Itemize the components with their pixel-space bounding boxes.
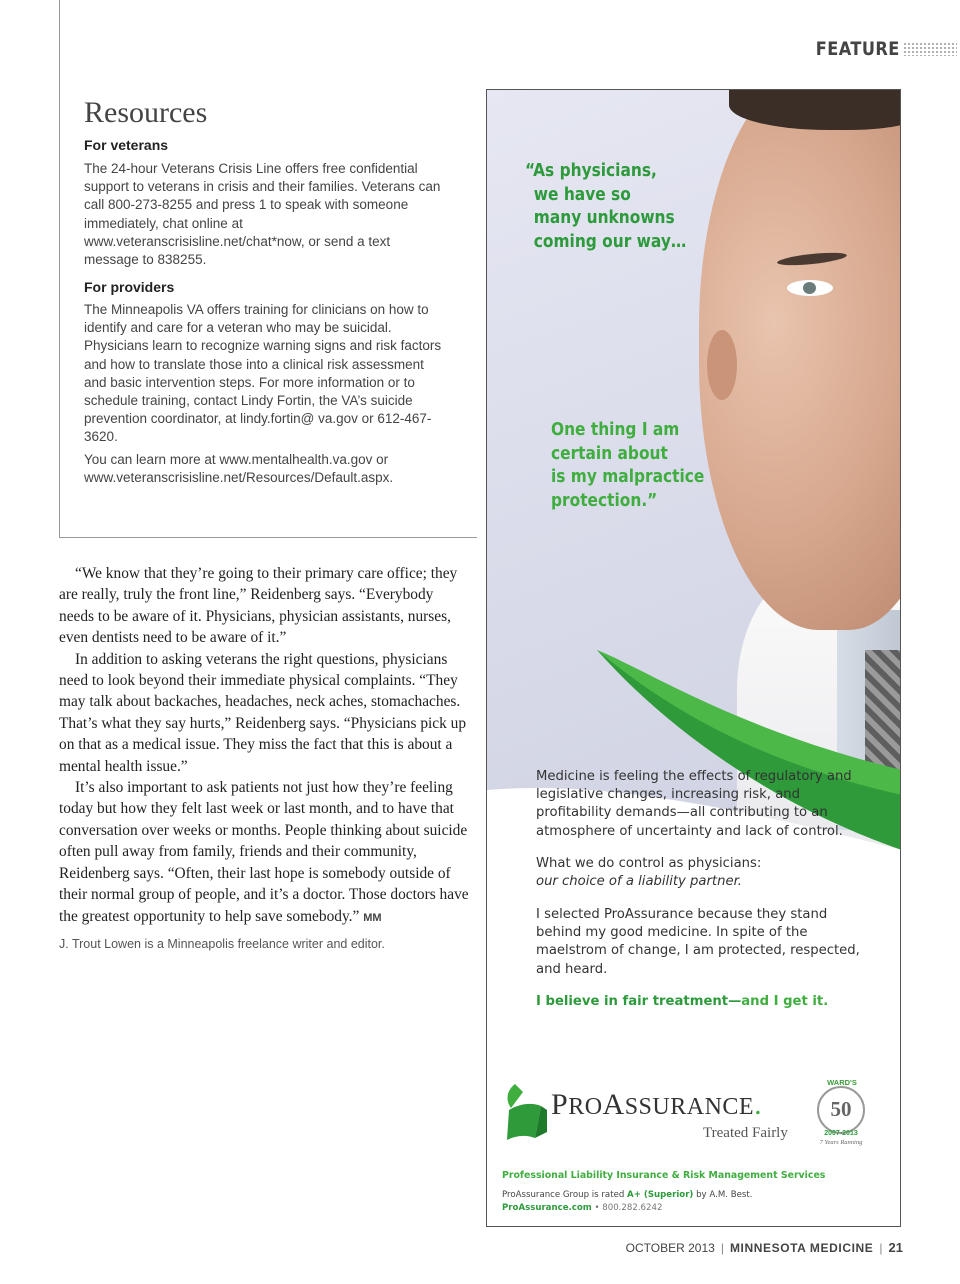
ad-rating-line: ProAssurance Group is rated A+ (Superior) by A.M. Best. [502,1190,753,1200]
award-years: 2007-2013 [824,1130,858,1137]
article-paragraph: “We know that they’re going to their primary care office; they are really, truly the front line,” Reidenberg says. “Everybody needs to be aware of it. Physicians, physician assistants, nurses, even dentists need to be aware of it.” [59,565,458,647]
resources-title: Resources [84,96,208,129]
decorative-dot-pattern [903,42,957,56]
end-mark: MM [363,911,382,924]
ad-body-paragraph-3: I selected ProAssurance because they stand behind my good medicine. In spite of the maelstrom of change, I am protected, respected, and heard. [536,907,860,977]
proassurance-ad [486,89,901,1227]
logo-tagline: Treated Fairly [703,1125,788,1141]
ad-quote-top: “As physicians, we have so many unknowns coming our way… [525,161,687,252]
page-footer: OCTOBER 2013 | MINNESOTA MEDICINE | 21 [625,1240,903,1255]
ad-tagline: I believe in fair treatment—and I get it. [536,994,829,1009]
ad-website-link[interactable]: ProAssurance.com [502,1203,592,1213]
veterans-text: The 24-hour Veterans Crisis Line offers free confidential support to veterans in crisis and their families. Veterans can call 800-273-8255 and press 1 to speak with someone immediately, chat online at www.veteranscrisisline.net/chat*now, or send a text message to 838255. [84,161,441,268]
ad-quote-bottom: One thing I am certain about is my malpractice protection.” [551,420,705,511]
magazine-name: MINNESOTA MEDICINE [729,1241,874,1255]
ear [707,330,737,400]
article-body [59,563,471,929]
author-byline: J. Trout Lowen is a Minneapolis freelance writer and editor. [59,937,385,951]
wards-50-award-seal: 50 [817,1086,865,1134]
ad-services-line: Professional Liability Insurance & Risk Management Services [502,1170,826,1181]
providers-heading: For providers [84,279,175,295]
ad-contact-line: ProAssurance.com • 800.282.6242 [502,1203,663,1213]
providers-text: The Minneapolis VA offers training for clinicians on how to identify and care for a veteran who may be suicidal. Physicians learn to recognize warning signs and risk factors and how to translate those into a clinical risk assessment and basic intervention steps. For more information or to schedule training, contact Lindy Fortin, the VA’s suicide prevention coordinator, at lindy.fortin@ va.gov or 612-467-3620. [84,302,442,445]
page-number: 21 [888,1240,903,1255]
ad-body-paragraph-1: Medicine is feeling the effects of regulatory and legislative changes, increasing risk, and profitability demands—all contributing to an atmosphere of uncertainty and lack of control. [536,769,852,839]
ad-body-paragraph-2: What we do control as physicians: our choice of a liability partner. [536,856,762,890]
issue-date: OCTOBER 2013 [625,1241,715,1255]
eye [787,280,833,296]
proassurance-logo-text: PROASSURANCE. [551,1088,763,1121]
veterans-heading: For veterans [84,137,169,153]
proassurance-logo-icon [501,1080,549,1142]
award-label: WARD'S [827,1078,857,1087]
article-paragraph: In addition to asking veterans the right questions, physicians need to look beyond their immediate physical complaints. “They may talk about backaches, headaches, neck aches, stomachaches. That’s what they say hurts,” Reidenberg says. “Physicians pick up on that as a medical issue. They miss the fact that this is about a mental health issue.” [59,650,467,775]
article-paragraph: It’s also important to ask patients not just how they’re feeling today but how they felt last week or last month, and to have that conversation over weeks or months. People thinking about suicide often pull away from family, friends and their community, Reidenberg says. “Often, their last hope is somebody outside of their normal group of people, and it’s a doctor. Those doctors have the greatest opportunity to help save somebody.” MM [59,779,469,925]
learn-more-text: You can learn more at www.mentalhealth.va.gov or www.veteranscrisisline.net/Resources/Default.aspx. [84,452,394,486]
award-running: 7 Years Running [819,1139,863,1146]
section-label: FEATURE [816,38,900,60]
